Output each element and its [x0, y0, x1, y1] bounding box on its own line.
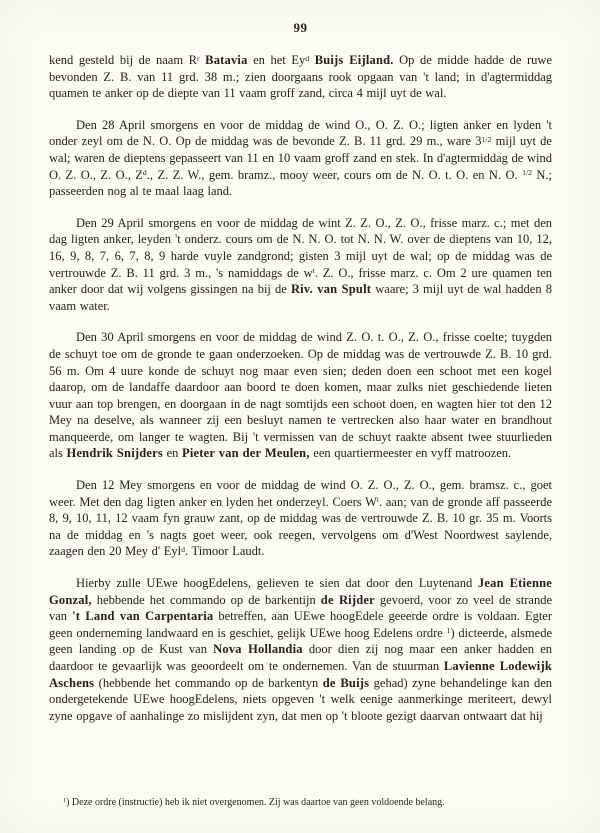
bold-text: de Buijs	[322, 675, 370, 690]
paragraph: Den 12 Mey smorgens en voor de middag de wind O. Z. O., Z. O., gem. bramsz. c., goet weer. Met den dag ligten anker en lyden het onderzeyl. Coers $W^t$. aan; van de gronde aff passeerde 8, 9, 10, 11, 12 vaam fyn grauw zant, op de middag was de vertrouwde Z. B. 10 gr. 35 m. Voorts na de middag en 's nagts goet weer, ook reegen, vervolgens om d'West Noordwest saylende, zaagen den 20 Mey d' Eyl$^d$. Timoor Laudt.	[49, 478, 552, 559]
superscript: d	[142, 168, 147, 178]
superscript: 1/2	[522, 168, 532, 178]
footnote	[49, 796, 552, 809]
bold-text: Lavienne Lodewijk Aschens	[49, 659, 552, 690]
page-body	[49, 52, 552, 724]
paragraph: Den 28 April smorgens en voor de middag de wind O., O. Z. O.; ligten anker en lyden 't onder zeyl om de N. O. Op de middag was de bevonde Z. B. 11 grd. 29 m., ware $3^{1/2}$ mijl uyt de wal; waren de dieptens gepasseert van 11 en 10 vaam groff zand en stek. In d'agtermiddag de wind O. Z. O., Z. O., $Z^d$., Z. Z. W., gem. bramz., mooy weer, cours om de N. O. t. O. en N. O. $^{1/2}$ N.; passeerden nog al te maal laag land.	[49, 117, 552, 199]
superscript: d	[181, 544, 186, 554]
superscript: t	[376, 495, 380, 505]
bold-text: Batavia	[205, 53, 248, 67]
bold-text: Buijs Eijland.	[314, 53, 394, 67]
paragraph: Den 30 April smorgens en voor de middag de wind Z. O. t. O., Z. O., frisse coelte; tuygden de schuyt toe om de gronde te gaan onderzoeken. Op de middag was de vertrouwde Z. B. 10 grd. 56 m. Om 4 uure konde de schuyt nog maar even sien; deden doen een schoot met een kogel daarop, om de landaffe daardoor aan boord te doen komen, maar zulks niet geschiedende lieten vuur aan top brengen, en doorgaan in de nagt somtijds een schoot doen, en wagten hier tot den 12 Mey na deselve, als wanneer zij een besluyt namen te vertrecken also haar water en brandhout manqueerde, om langer te wagten. Bij 't vermissen van de schuyt raakte absent twee stuurlieden als Hendrik Snijders en Pieter van der Meulen, een quartiermeester en vyff matroozen.	[49, 330, 552, 461]
superscript: 1	[63, 797, 67, 805]
bold-text: de Rijder	[320, 592, 375, 607]
bold-text: Hendrik Snijders	[66, 446, 163, 461]
superscript: 1	[446, 626, 451, 636]
footnote-text: $^1$) Deze ordre (instructie) heb ik niet overgenomen. Zij was daartoe van geen voldoende belang.	[63, 797, 445, 808]
paragraph: Hierby zulle UEwe hoogEdelens, gelieven te sien dat door den Luytenand Jean Etienne Gonzal, hebbende het commando op de barkentijn de Rijder gevoerd, voor zo veel de strande van 't Land van Carpentaria betreffen, aan UEwe hoogEdele geeerde ordre is voldaan. Egter geen onderneming landwaard en is geschiet, gelijk UEwe hoog Edelens ordre $^1$) dicteerde, alsmede geen landing op de Kust van Nova Hollandia door dien zij nog maar een anker hadden en daardoor te gevaarlijk was geoordeelt om te ondernemen. Van de stuurman Lavienne Lodewijk Aschens (hebbende het commando op de barkentyn de Buijs gehad) zyne behandelinge kan den ondergetekende UEwe hoogEdelens, niets opgeven 't welk eenige aanmerkinge meriteert, dewyl zyne opgave of aanhalinge zo mislijdent zyn, dat men op 't bloote gezigt daarvan ontwaart dat hij	[49, 576, 553, 723]
superscript: t	[312, 266, 315, 276]
superscript: d	[305, 53, 310, 63]
superscript: r	[197, 53, 200, 63]
paragraph: kend gesteld bij de naam $R^r$ Batavia en het Ey$^d$ Buijs Eijland. Op de midde hadde de ruwe bevonden Z. B. van 11 grd. 38 m.; zien doorgaans rook opgaan van 't land; in d'agtermiddag quamen te anker op de diepte van 11 vaam groff zand, circa 4 mijl uyt de wal.	[49, 53, 552, 101]
bold-text: Pieter van der Meulen,	[182, 446, 310, 461]
bold-text: 't Land van Carpentaria	[72, 609, 214, 624]
superscript: 1/2	[481, 134, 492, 144]
paragraph: Den 29 April smorgens en voor de middag de wint Z. Z. O., Z. O., frisse marz. c.; met den dag ligten anker, leyden 't onderz. cours om de N. N. O. tot N. N. W. over de dieptens van 10, 12, 16, 9, 8, 7, 6, 7, 8, 9 harde vuyle zandgrond; gisten 3 mijl uyt de wal; op de middag was de vertrouwde Z. B. 11 grd. 3 m., 's namiddags de $w^t$. Z. O., frisse marz. c. Om 2 ure quamen ten anker door dat wij volgens gissingen na bij de Riv. van Spult waare; 3 mijl uyt de wal hadden 8 vaam water.	[49, 215, 552, 313]
bold-text: Nova Hollandia	[213, 642, 303, 657]
bold-text: Riv. van Spult	[290, 282, 372, 297]
bold-text: Jean Etienne Gonzal,	[49, 576, 553, 607]
page-number: 99	[293, 20, 308, 35]
